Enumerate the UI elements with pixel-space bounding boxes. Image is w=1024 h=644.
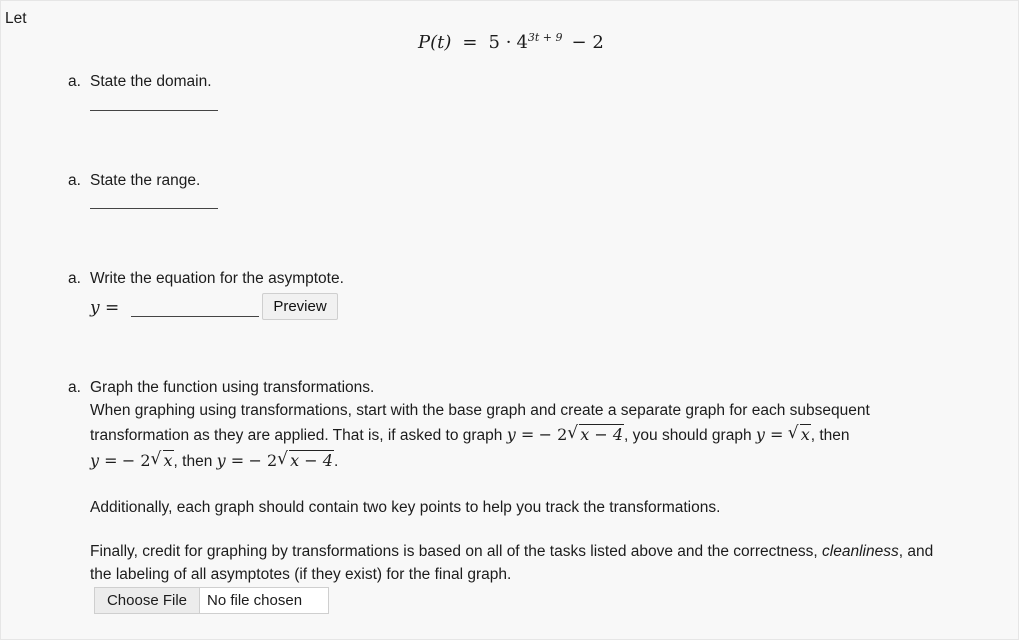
line3-mid: , then — [173, 453, 213, 470]
asymptote-y-label: y = — [90, 298, 120, 318]
line3-end: . — [333, 453, 339, 470]
example3-sqrt — [151, 451, 174, 471]
graph-finally-line2: the labeling of all asymptotes (if they exist) for the final graph. — [90, 566, 512, 583]
function-coef: 5 · — [488, 32, 512, 53]
function-exponent: 3t + 9 — [527, 31, 563, 44]
domain-question: State the domain. — [90, 73, 212, 90]
intro-label: Let — [5, 10, 27, 27]
example2-sqrt — [788, 425, 811, 445]
line2-prefix: transformation as they are applied. That is, if asked to graph — [90, 427, 503, 444]
example3-coef: − 2 — [121, 451, 151, 470]
example4-radicand: x − 4 — [290, 451, 333, 470]
example1-radicand: x − 4 — [580, 425, 624, 444]
finally-text-end: , and — [898, 543, 934, 560]
finally-emphasis: cleanliness — [822, 543, 899, 560]
range-marker: a. — [68, 172, 81, 189]
graph-marker: a. — [68, 379, 81, 396]
domain-marker: a. — [68, 73, 81, 90]
graph-question: Graph the function using transformations. — [90, 379, 375, 396]
line2-end: , then — [810, 427, 850, 444]
file-upload[interactable] — [94, 587, 329, 614]
example1-coef: − 2 — [538, 425, 568, 444]
function-base: 4 — [516, 32, 528, 53]
example3-y: y = — [90, 451, 118, 470]
asymptote-question: Write the equation for the asymptote. — [90, 270, 344, 287]
graph-instructions-line1: When graphing using transformations, start with the base graph and create a separate graph for each subsequent — [90, 402, 870, 419]
choose-file-button[interactable]: Choose File — [95, 588, 200, 613]
function-equals: = — [462, 32, 478, 53]
asymptote-marker: a. — [68, 270, 81, 287]
example4-y: y = — [216, 451, 245, 470]
asymptote-answer-input[interactable] — [131, 316, 259, 317]
example4-coef: − 2 — [248, 451, 278, 470]
finally-text: Finally, credit for graphing by transformations is based on all of the tasks listed above and the correctness, — [90, 543, 818, 560]
file-status: No file chosen — [207, 592, 303, 609]
graph-instructions-line2 — [90, 425, 850, 445]
example1-sqrt — [567, 425, 624, 445]
sqrt-icon: √ — [787, 423, 799, 443]
preview-button[interactable]: Preview — [262, 293, 338, 320]
function-equation — [418, 31, 604, 53]
example3-radicand: x — [163, 451, 173, 470]
function-rest: − 2 — [571, 32, 604, 53]
graph-instructions-line3 — [90, 451, 338, 471]
sqrt-icon: √ — [150, 449, 162, 469]
range-answer-input[interactable] — [90, 208, 218, 209]
range-question: State the range. — [90, 172, 201, 189]
example4-sqrt — [277, 451, 334, 471]
domain-answer-input[interactable] — [90, 110, 218, 111]
graph-finally-line1 — [90, 543, 933, 561]
example2-radicand: x — [800, 425, 810, 444]
function-lhs: P(t) — [418, 32, 452, 53]
example1-y: y = — [506, 425, 535, 444]
graph-additional-note: Additionally, each graph should contain two key points to help you track the transformations. — [90, 499, 721, 516]
line2-mid: , you should graph — [624, 427, 752, 444]
sqrt-icon: √ — [567, 423, 579, 443]
sqrt-icon: √ — [277, 449, 288, 469]
example2-y: y = — [755, 425, 784, 444]
